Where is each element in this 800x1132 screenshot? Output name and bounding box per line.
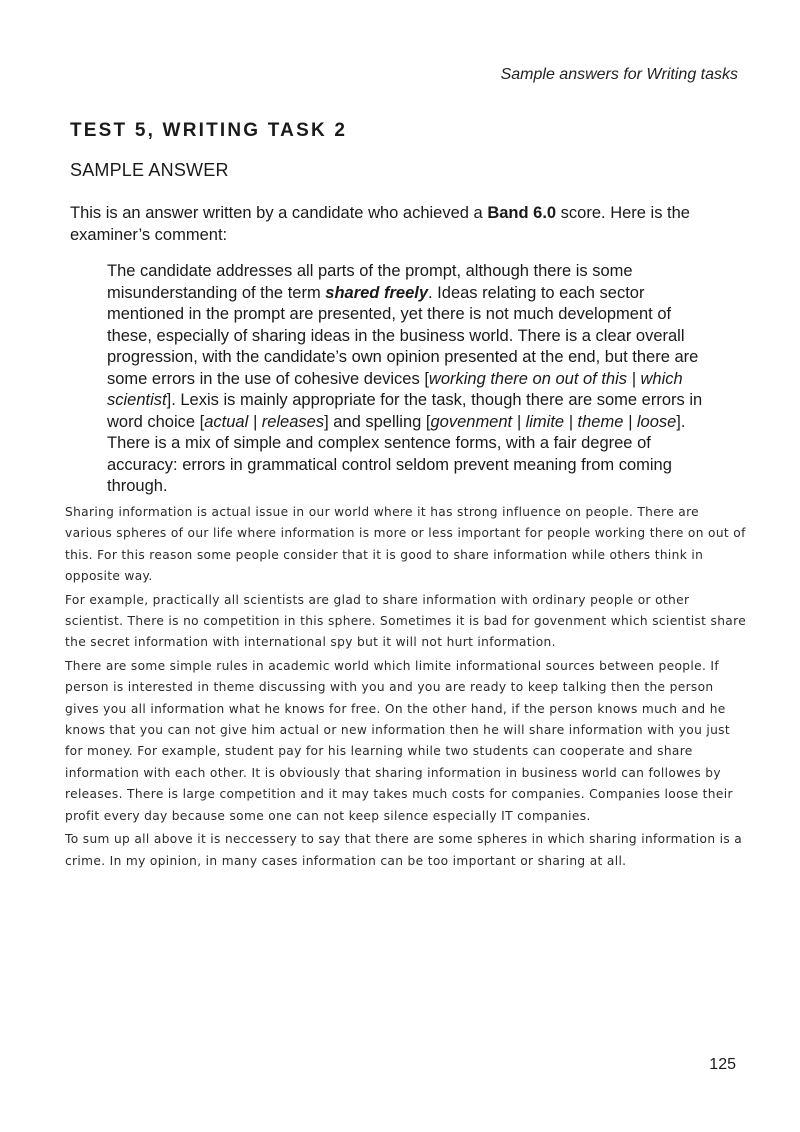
intro-paragraph — [70, 202, 750, 246]
comment-term: shared freely — [325, 283, 429, 302]
word-choice-examples: actual | releases — [204, 412, 325, 431]
intro-text-end: score. Here is the examiner’s comment: — [70, 204, 690, 244]
page-title: TEST 5, WRITING TASK 2 — [70, 120, 348, 141]
comment-part-4: ] and spelling [ — [324, 412, 431, 431]
section-title: SAMPLE ANSWER — [70, 160, 229, 180]
handwritten-answer — [65, 502, 750, 874]
running-head: Sample answers for Writing tasks — [500, 66, 738, 83]
comment-part-2: . Ideas relating to each sector mentioned in the prompt are presented, yet there is not much development of these, especially of sharing ideas in the business world. There is a clear overall progression, with the candidate’s own opinion presented at the end, but there are some errors in the use of cohesive devices [ — [107, 283, 699, 388]
answer-paragraph-4: To sum up all above it is neccessery to say that there are some spheres in which sharing information is a crime. In my opinion, in many cases information can be too important or sharing at all. — [65, 832, 743, 868]
cohesive-device-examples: working there on out of this | which scientist — [107, 369, 683, 409]
intro-text-start: This is an answer written by a candidate who achieved a — [70, 204, 488, 222]
comment-part-5: ]. There is a mix of simple and complex sentence forms, with a fair degree of accuracy: errors in grammatical control seldom prevent meaning from coming through. — [107, 412, 686, 495]
spelling-examples: govenment | limite | theme | loose — [430, 412, 677, 431]
answer-paragraph-3: There are some simple rules in academic world which limite informational sources between people. If person is interested in theme discussing with you and you are ready to keep talking then the person gives you all information what he knows for free. On the other hand, if the person knows much and he knows that you can not give him actual or new information then he will share information with you just for money. For example, student pay for his learning while two students can cooperate and share information with each other. It is obviously that sharing information in business world can followes by releases. There is large competition and it may takes much costs for companies. Companies loose their profit every day because some one can not keep silence especially IT companies. — [65, 658, 733, 823]
band-score: Band 6.0 — [487, 204, 557, 222]
comment-part-1: The candidate addresses all parts of the prompt, although there is some misunderstanding of the term — [107, 262, 633, 302]
examiner-comment — [107, 261, 707, 498]
answer-paragraph-1: Sharing information is actual issue in our world where it has strong influence on people. There are various spheres of our life where information is more or less important for people working there on out of this. For this reason some people consider that it is good to share information while others think in opposite way. — [65, 505, 746, 584]
answer-paragraph-2: For example, practically all scientists are glad to share information with ordinary people or other scientist. There is no competition in this sphere. Sometimes it is bad for govenment which scientist share the secret information with international spy but it will not hurt information. — [65, 592, 747, 650]
page-number: 125 — [709, 1056, 736, 1073]
comment-part-3: ]. Lexis is mainly appropriate for the task, though there are some errors in word choice [ — [107, 391, 703, 431]
